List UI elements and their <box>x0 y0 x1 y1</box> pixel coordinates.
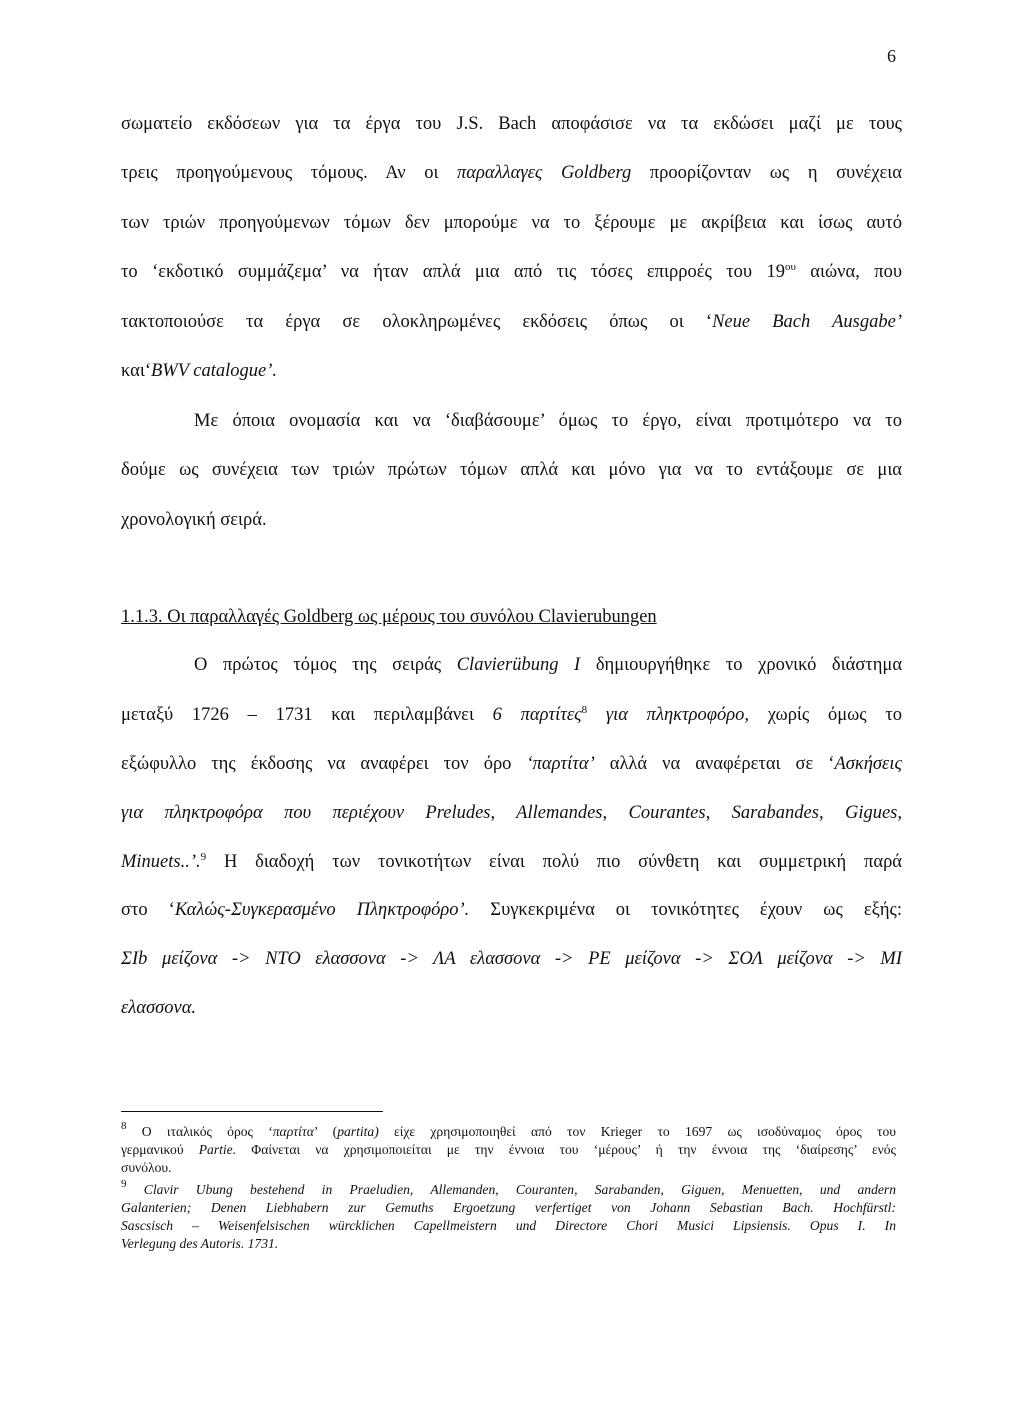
body-line: για πληκτροφόρα που περιέχουν Preludes, Allemandes, Courantes, Sarabandes, Gigues, <box>121 803 902 823</box>
footnote-9-line: Galanterien; Denen Liebhabern zur Gemuths Ergoetzung verfertiget von Johann Sebastian Bach. Hochfürstl: <box>121 1200 896 1215</box>
body-line: τρεις προηγούμενους τόμους. Αν οι παραλλαγες Goldberg προορίζονταν ως η συνέχεια <box>121 163 902 183</box>
body-line: δούμε ως συνέχεια των τριών πρώτων τόμων απλά και μόνο για να το εντάξουμε σε μια <box>121 460 902 480</box>
body-line: στο ‘Καλώς-Συγκερασμένο Πληκτροφόρο’. Συγκεκριμένα οι τονικότητες έχουν ως εξής: <box>121 900 902 920</box>
body-line: Minuets..’.$^9$ Η διαδοχή των τονικοτήτων είναι πολύ πιο σύνθετη και συμμετρική παρά <box>121 851 902 872</box>
body-line: ΣΙb μείζονα -> ΝΤΟ ελασσονα -> ΛΑ ελασσονα -> ΡΕ μείζονα -> ΣΟΛ μείζονα -> ΜΙ <box>121 949 902 969</box>
body-line: μεταξύ 1726 – 1731 και περιλαμβάνει 6 παρτίτες$^8$ για πληκτροφόρο, χωρίς όμως το <box>121 704 902 725</box>
footnote-8-line: γερμανικού Partie. Φαίνεται να χρησιμοποιείται με την έννοια του ‘μέρους’ ή την έννοια της ‘διαίρεσης’ ενός <box>121 1142 896 1157</box>
body-line: χρονολογική σειρά. <box>121 510 267 530</box>
footnote-9: $^9$ Clavir Ubung bestehend in Praeludien, Allemanden, Couranten, Sarabanden, Giguen, Menuetten, und andern <box>121 1178 896 1197</box>
footnote-8: $^8$ Ο ιταλικός όρος ‘παρτίτα’ (partita) είχε χρησιμοποιηθεί από τον Krieger το 1697 ως ισοδύναμος όρος του <box>121 1120 897 1139</box>
body-line: ελασσονα. <box>121 998 197 1018</box>
body-line: και‘BWV catalogue’. <box>121 361 278 381</box>
body-line: Ο πρώτος τόμος της σειράς Clavierübung I δημιουργήθηκε το χρονικό διάστημα <box>194 655 903 675</box>
footnote-separator <box>121 1111 383 1112</box>
footnote-9-line: Verlegung des Autoris. 1731. <box>121 1236 279 1251</box>
footnote-8-line: συνόλου. <box>121 1160 172 1175</box>
section-heading: 1.1.3. Οι παραλλαγές Goldberg ως μέρους του συνόλου Clavierubungen <box>121 607 657 627</box>
body-line: εξώφυλλο της έκδοσης να αναφέρει τον όρο ‘παρτίτα’ αλλά να αναφέρεται σε ‘Ασκήσεις <box>121 754 902 774</box>
body-line: τακτοποιούσε τα έργα σε ολοκληρωμένες εκδόσεις όπως οι ‘Neue Bach Ausgabe’ <box>121 312 902 332</box>
body-line: το ‘εκδοτικό συμμάζεμα’ να ήταν απλά μια από τις τόσες επιρροές του $19^{o\upsilon}$ αιώνα, που <box>121 261 902 282</box>
body-line: των τριών προηγούμενων τόμων δεν μπορούμε να το ξέρουμε με ακρίβεια και ίσως αυτό <box>121 213 902 233</box>
body-line: σωματείο εκδόσεων για τα έργα του J.S. Bach αποφάσισε να τα εκδώσει μαζί με τους <box>121 114 902 134</box>
footnote-9-line: Sascsisch – Weisenfelsischen würcklichen Capellmeistern und Directore Chori Musici Lipsiensis. Opus I. In <box>121 1218 896 1233</box>
page-number: 6 <box>887 46 896 66</box>
body-line: Με όποια ονομασία και να ‘διαβάσουμε’ όμως το έργο, είναι προτιμότερο να το <box>194 411 902 431</box>
